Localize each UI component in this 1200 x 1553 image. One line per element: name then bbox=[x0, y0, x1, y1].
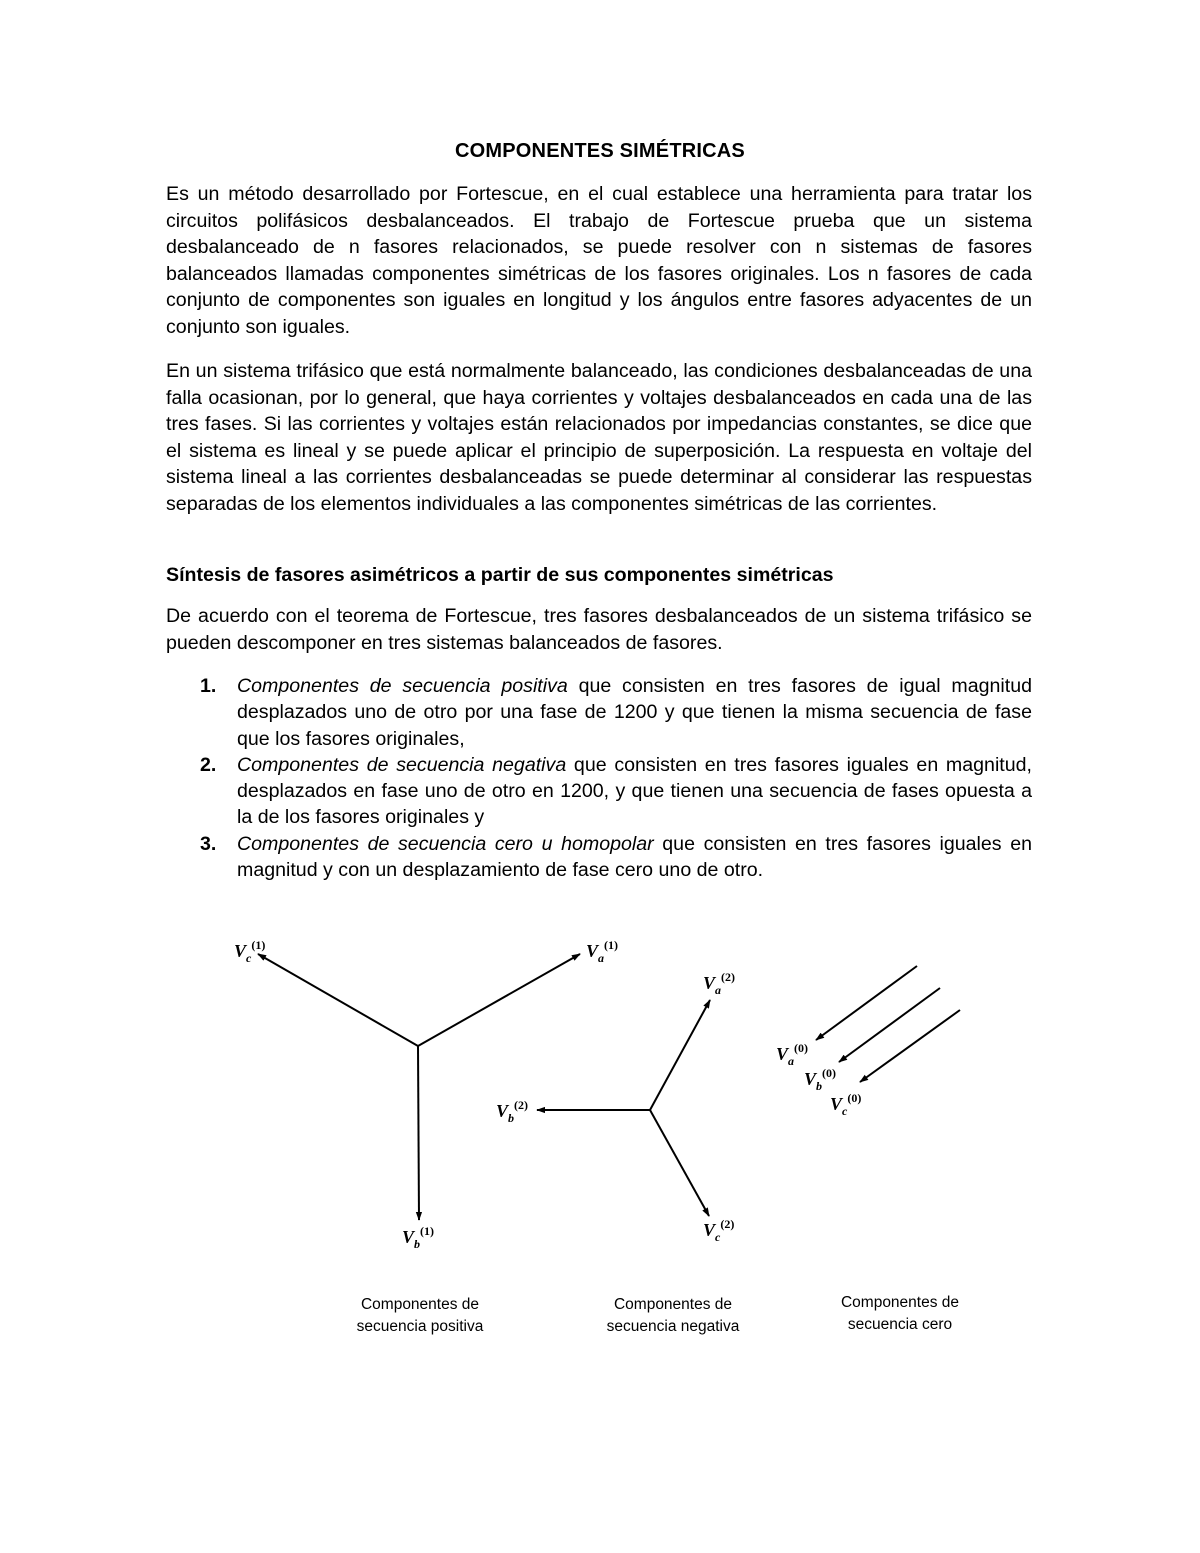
caption-line: Componentes de bbox=[360, 1296, 480, 1313]
page-title: COMPONENTES SIMÉTRICAS bbox=[455, 140, 745, 162]
caption-line: secuencia cero bbox=[847, 1316, 953, 1333]
list-text: que consisten en tres fasores iguales en magnitud y con un desplazamiento de fase cero uno de otro. bbox=[237, 832, 1032, 882]
phasor-c-zero bbox=[860, 1010, 960, 1082]
phasor-a-zero bbox=[816, 966, 917, 1040]
list-term: Componentes de secuencia negativa bbox=[237, 753, 567, 776]
phasor-c-positive bbox=[258, 954, 418, 1046]
caption-negative-sequence bbox=[573, 1294, 773, 1338]
list-text: que consisten en tres fasores iguales en magnitud, desplazados en fase uno de otro en 1200, y que tienen una secuencia de fases opuesta a la de los fasores originales y bbox=[237, 753, 1032, 829]
list-number: 3. bbox=[200, 832, 217, 855]
phasor-a-positive bbox=[418, 954, 580, 1046]
label-vb0: $V_b^{(0)}$ bbox=[804, 1066, 837, 1093]
negative-sequence-diagram bbox=[537, 1000, 710, 1216]
caption-line: Componentes de bbox=[613, 1296, 733, 1313]
caption-positive-sequence bbox=[320, 1294, 520, 1338]
list-item bbox=[166, 673, 1032, 752]
paragraph-trifasico: En un sistema trifásico que está normalmente balanceado, las condiciones desbalanceadas de una falla ocasionan, por lo general, que haya corrientes y voltajes desbalanceados en cada una de las tres fases. Si las corrientes y voltajes están relacionados por impedancias constantes, se dice que el sistema es lineal y se puede aplicar el principio de superposición. La respuesta en voltaje del sistema lineal a las corrientes desbalanceadas se puede determinar al considerar las respuestas separadas de los elementos individuales a las componentes simétricas de las corrientes. bbox=[166, 360, 1032, 515]
phasor-c-negative bbox=[650, 1110, 709, 1216]
caption-line: secuencia negativa bbox=[606, 1318, 740, 1335]
list-number: 1. bbox=[200, 675, 217, 697]
caption-line: secuencia positiva bbox=[356, 1318, 484, 1335]
components-list bbox=[166, 673, 1032, 883]
positive-sequence-diagram bbox=[258, 954, 580, 1220]
section-heading: Síntesis de fasores asimétricos a partir de sus componentes simétricas bbox=[166, 564, 834, 586]
label-vb2: $V_b^{(2)}$ bbox=[496, 1098, 529, 1125]
phasor-a-negative bbox=[650, 1000, 710, 1110]
label-va2: $V_a^{(2)}$ bbox=[703, 970, 736, 997]
zero-sequence-diagram bbox=[816, 966, 960, 1082]
phasor-b-positive bbox=[418, 1046, 419, 1220]
phasor-b-zero bbox=[839, 988, 940, 1062]
list-term: Componentes de secuencia cero u homopolar bbox=[237, 832, 654, 855]
phasor-diagram bbox=[0, 900, 1200, 1280]
list-term: Componentes de secuencia positiva bbox=[237, 675, 568, 697]
list-item bbox=[166, 752, 1032, 831]
label-vc1: $V_c^{(1)}$ bbox=[234, 938, 266, 965]
caption-zero-sequence bbox=[800, 1292, 1000, 1336]
list-text: que consisten en tres fasores de igual magnitud desplazados uno de otro por una fase de 1200 y que tienen la misma secuencia de fase que los fasores originales, bbox=[237, 675, 1032, 750]
paragraph-fortescue: De acuerdo con el teorema de Fortescue, tres fasores desbalanceados de un sistema trifásico se pueden descomponer en tres sistemas balanceados de fasores. bbox=[166, 605, 1032, 654]
paragraph-intro: Es un método desarrollado por Fortescue, en el cual establece una herramienta para tratar los circuitos polifásicos desbalanceados. El trabajo de Fortescue prueba que un sistema desbalanceado de n fasores relacionados, se puede resolver con n sistemas de fasores balanceados llamadas componentes simétricas de los fasores originales. Los n fasores de cada conjunto de componentes son iguales en longitud y los ángulos entre fasores adyacentes de un conjunto son iguales. bbox=[166, 183, 1032, 338]
label-va0: $V_a^{(0)}$ bbox=[776, 1041, 809, 1068]
list-item bbox=[166, 831, 1032, 884]
label-vb1: $V_b^{(1)}$ bbox=[402, 1224, 435, 1251]
caption-line: Componentes de bbox=[840, 1294, 960, 1311]
list-number: 2. bbox=[200, 753, 217, 776]
label-vc2: $V_c^{(2)}$ bbox=[703, 1217, 735, 1244]
label-va1: $V_a^{(1)}$ bbox=[586, 938, 619, 965]
label-vc0: $V_c^{(0)}$ bbox=[830, 1091, 862, 1118]
